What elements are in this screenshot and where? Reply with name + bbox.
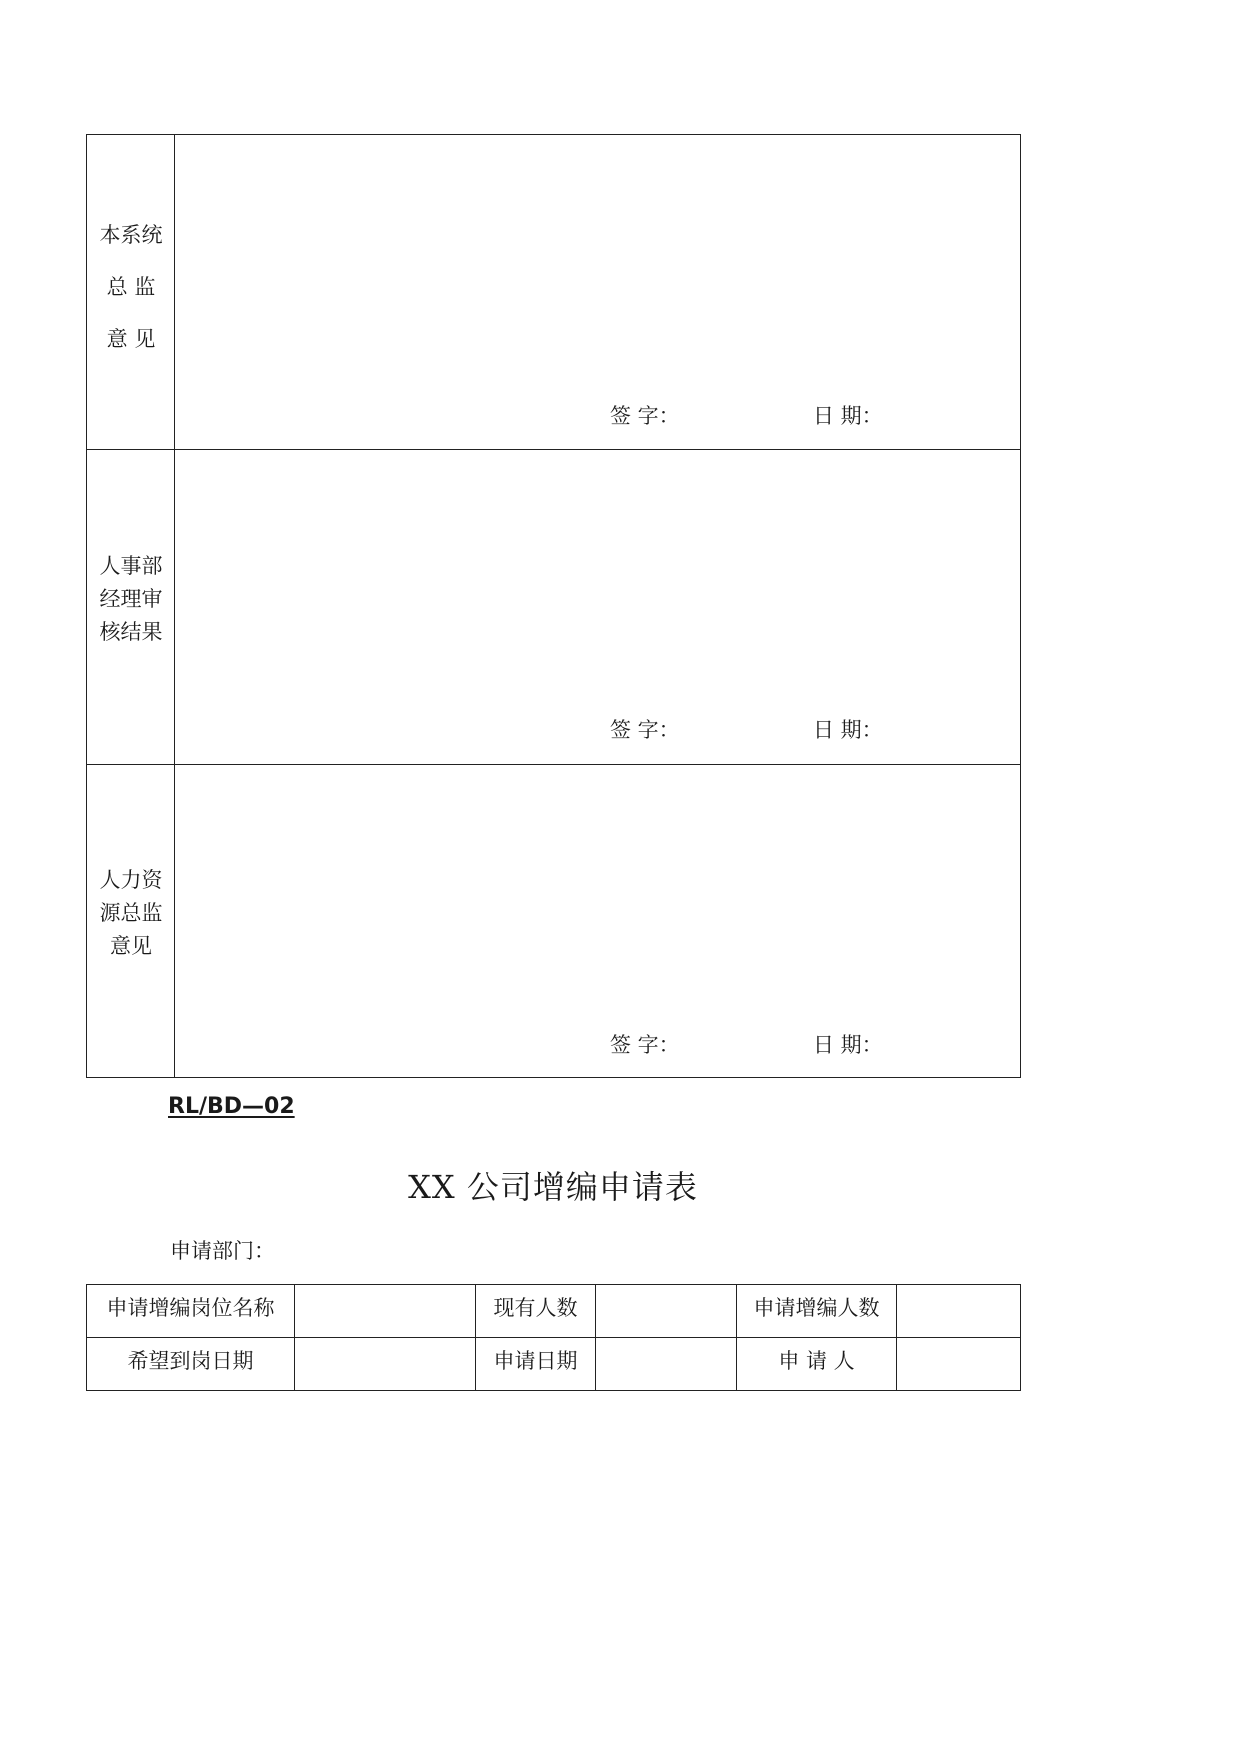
request-table — [86, 1284, 1021, 1391]
section-label-line: 人事部 — [99, 554, 163, 578]
date-label: 日 期： — [813, 1033, 883, 1057]
expected-start-date-label: 希望到岗日期 — [87, 1338, 295, 1391]
section-label-cell — [87, 135, 175, 449]
section-label-line: 经理审 — [99, 587, 163, 611]
opinion-area[interactable] — [175, 765, 1020, 1020]
current-headcount-field[interactable] — [596, 1285, 737, 1337]
signature-label: 签 字： — [610, 718, 680, 742]
approval-table — [86, 134, 1021, 1078]
section-label-line: 意见 — [110, 934, 152, 958]
application-date-field[interactable] — [596, 1338, 737, 1391]
signature-label: 签 字： — [610, 404, 680, 428]
section-label-cell — [87, 450, 175, 764]
form-code: RL/BD—02 — [168, 1094, 295, 1119]
section-label-line: 核结果 — [99, 620, 163, 644]
requested-headcount-label: 申请增编人数 — [737, 1285, 897, 1337]
section-label-line: 本系统 — [99, 223, 163, 247]
requested-headcount-field[interactable] — [897, 1285, 1020, 1337]
current-headcount-label: 现有人数 — [476, 1285, 596, 1337]
department-label: 申请部门： — [170, 1239, 275, 1263]
expected-start-date-field[interactable] — [295, 1338, 476, 1391]
opinion-area[interactable] — [175, 450, 1020, 705]
approval-section-hr-director — [87, 765, 1020, 1078]
applicant-field[interactable] — [897, 1338, 1020, 1391]
table-row — [87, 1338, 1020, 1391]
section-label-cell — [87, 765, 175, 1078]
applicant-label: 申 请 人 — [737, 1338, 897, 1391]
section-label-line: 人力资 — [99, 868, 163, 892]
date-label: 日 期： — [813, 718, 883, 742]
section-label-line: 源总监 — [99, 901, 163, 925]
form-title: XX 公司增编申请表 — [408, 1168, 698, 1206]
approval-section-hr-manager — [87, 450, 1020, 765]
section-label-line: 意 见 — [106, 327, 156, 351]
signature-label: 签 字： — [610, 1033, 680, 1057]
position-name-label: 申请增编岗位名称 — [87, 1285, 295, 1337]
application-date-label: 申请日期 — [476, 1338, 596, 1391]
date-label: 日 期： — [813, 404, 883, 428]
position-name-field[interactable] — [295, 1285, 476, 1337]
section-label-line: 总 监 — [106, 275, 156, 299]
table-row — [87, 1285, 1020, 1338]
approval-section-general-director — [87, 135, 1020, 450]
opinion-area[interactable] — [175, 135, 1020, 390]
